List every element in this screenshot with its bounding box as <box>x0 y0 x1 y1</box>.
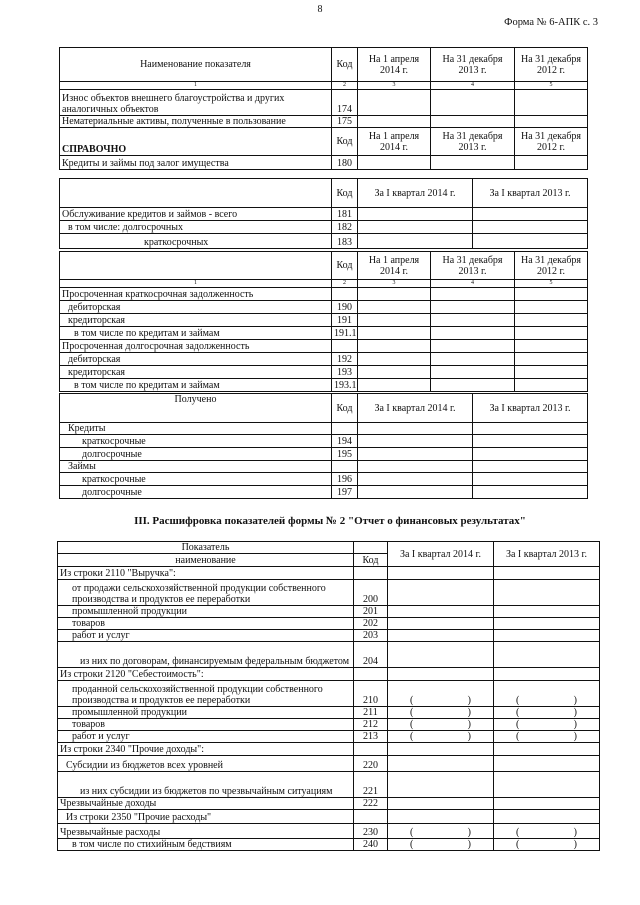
row-label: кредиторская <box>60 314 332 327</box>
value-cell[interactable] <box>494 567 600 580</box>
value-cell[interactable] <box>473 473 588 486</box>
row-label: Нематериальные активы, полученные в пользование <box>60 116 332 128</box>
value-cell[interactable] <box>431 314 515 327</box>
paren-open: ( <box>410 695 414 706</box>
colnum: 4 <box>431 82 515 90</box>
value-cell[interactable] <box>515 156 588 170</box>
value-cell[interactable] <box>515 90 588 116</box>
row-label: краткосрочные <box>60 435 332 448</box>
row-code: 230 <box>354 824 388 839</box>
header-code: Код <box>332 252 358 280</box>
paren-close: ) <box>467 827 471 838</box>
value-cell[interactable] <box>494 606 600 618</box>
value-cell[interactable] <box>515 379 588 392</box>
value-cell[interactable] <box>388 707 494 719</box>
value-cell[interactable] <box>431 353 515 366</box>
blank-header <box>60 252 332 280</box>
row-code: 222 <box>354 798 388 810</box>
value-cell[interactable] <box>494 731 600 743</box>
value-cell[interactable] <box>431 90 515 116</box>
header-apr-2014: На 1 апреля 2014 г. <box>358 48 431 82</box>
value-cell[interactable] <box>358 461 473 473</box>
value-cell[interactable] <box>388 810 494 824</box>
colnum: 1 <box>60 82 332 90</box>
value-cell[interactable] <box>494 824 600 839</box>
paren-close: ) <box>573 827 577 838</box>
value-cell[interactable] <box>494 681 600 707</box>
value-cell[interactable] <box>494 630 600 642</box>
row-code <box>354 567 388 580</box>
value-cell[interactable] <box>388 580 494 606</box>
header-dec-2013: На 31 декабря 2013 г. <box>431 128 515 156</box>
row-code <box>332 340 358 353</box>
header-apr-2014: На 1 апреля 2014 г. <box>358 128 431 156</box>
row-label: в том числе по кредитам и займам <box>60 327 332 340</box>
value-cell[interactable] <box>358 327 431 340</box>
row-code: 196 <box>332 473 358 486</box>
group-label: Из строки 2110 "Выручка": <box>58 567 354 580</box>
row-code: 220 <box>354 756 388 772</box>
row-code <box>332 288 358 301</box>
value-cell[interactable] <box>388 642 494 668</box>
value-cell[interactable] <box>388 731 494 743</box>
value-cell[interactable] <box>388 824 494 839</box>
header-dec-2013: На 31 декабря 2013 г. <box>431 48 515 82</box>
value-cell[interactable] <box>358 473 473 486</box>
header-name: Наименование показателя <box>60 48 332 82</box>
row-label: в том числе: долгосрочных <box>60 221 332 234</box>
value-cell[interactable] <box>388 743 494 756</box>
row-code: 212 <box>354 719 388 731</box>
row-label: краткосрочные <box>60 473 332 486</box>
header-dec-2012: На 31 декабря 2012 г. <box>515 128 588 156</box>
colnum: 2 <box>332 280 358 288</box>
loan-service-table <box>59 178 588 249</box>
row-code: 213 <box>354 731 388 743</box>
value-cell[interactable] <box>358 90 431 116</box>
paren-close: ) <box>467 839 471 850</box>
value-cell[interactable] <box>473 461 588 473</box>
header-q1-2013: За I квартал 2013 г. <box>473 179 588 208</box>
value-cell[interactable] <box>358 448 473 461</box>
value-cell[interactable] <box>494 756 600 772</box>
row-label: от продажи сельскохозяйственной продукции собственного производства и продуктов ее переработки <box>58 580 354 606</box>
value-cell[interactable] <box>515 366 588 379</box>
colnum: 5 <box>515 280 588 288</box>
row-code: 175 <box>332 116 358 128</box>
group-label: Кредиты <box>60 423 332 435</box>
row-label: Износ объектов внешнего благоустройства и других аналогичных объектов <box>60 90 332 116</box>
header-code: Код <box>332 128 358 156</box>
group-label: Просроченная долгосрочная задолженность <box>60 340 332 353</box>
value-cell[interactable] <box>358 366 431 379</box>
value-cell[interactable] <box>473 486 588 499</box>
value-cell[interactable] <box>388 606 494 618</box>
row-label: промышленной продукции <box>58 606 354 618</box>
value-cell[interactable] <box>431 327 515 340</box>
row-label: из них по договорам, финансируемым федеральным бюджетом <box>58 642 354 668</box>
colnum: 3 <box>358 280 431 288</box>
value-cell[interactable] <box>515 116 588 128</box>
header-apr-2014: На 1 апреля 2014 г. <box>358 252 431 280</box>
value-cell[interactable] <box>358 486 473 499</box>
row-label: Субсидии из бюджетов всех уровней <box>58 756 354 772</box>
value-cell[interactable] <box>388 756 494 772</box>
paren-open: ( <box>410 827 414 838</box>
value-cell[interactable] <box>388 772 494 798</box>
value-cell[interactable] <box>473 234 588 249</box>
colnum: 4 <box>431 280 515 288</box>
value-cell[interactable] <box>494 618 600 630</box>
row-label: кредиторская <box>60 366 332 379</box>
row-code: 193 <box>332 366 358 379</box>
row-label: в том числе по стихийным бедствиям <box>58 839 354 851</box>
row-label: промышленной продукции <box>58 707 354 719</box>
header-code: Код <box>332 179 358 208</box>
row-code <box>354 810 388 824</box>
group-label: Займы <box>60 461 332 473</box>
row-code: 182 <box>332 221 358 234</box>
row-label: дебиторская <box>60 301 332 314</box>
overdue-table <box>59 251 588 392</box>
value-cell[interactable] <box>358 234 473 249</box>
header-name: наименование <box>58 554 354 567</box>
paren-open: ( <box>410 719 414 730</box>
value-cell[interactable] <box>358 353 431 366</box>
row-label: проданной сельскохозяйственной продукции собственного производства и продуктов ее переработки <box>58 681 354 707</box>
value-cell[interactable] <box>431 340 515 353</box>
value-cell[interactable] <box>473 221 588 234</box>
paren-open: ( <box>410 731 414 742</box>
value-cell[interactable] <box>358 221 473 234</box>
row-label: дебиторская <box>60 353 332 366</box>
header-q1-2013: За I квартал 2013 г. <box>494 542 600 567</box>
group-label: Просроченная краткосрочная задолженность <box>60 288 332 301</box>
paren-close: ) <box>573 707 577 718</box>
row-code: 202 <box>354 618 388 630</box>
value-cell[interactable] <box>358 314 431 327</box>
header-code: Код <box>332 48 358 82</box>
header-q1-2014: За I квартал 2014 г. <box>358 394 473 423</box>
form-reference: Форма № 6-АПК с. 3 <box>504 17 598 28</box>
row-code: 181 <box>332 208 358 221</box>
row-code: 221 <box>354 772 388 798</box>
row-label: Кредиты и займы под залог имущества <box>60 156 332 170</box>
paren-open: ( <box>410 839 414 850</box>
value-cell[interactable] <box>515 327 588 340</box>
row-label: долгосрочные <box>60 486 332 499</box>
paren-open: ( <box>410 707 414 718</box>
header-q1-2013: За I квартал 2013 г. <box>473 394 588 423</box>
value-cell[interactable] <box>358 340 431 353</box>
paren-close: ) <box>573 719 577 730</box>
row-code <box>332 423 358 435</box>
value-cell[interactable] <box>358 301 431 314</box>
blank-header <box>60 179 332 208</box>
group-label: Из строки 2120 "Себестоимость": <box>58 668 354 681</box>
value-cell[interactable] <box>388 798 494 810</box>
row-label: краткосрочных <box>60 234 332 249</box>
paren-close: ) <box>467 707 471 718</box>
header-q1-2014: За I квартал 2014 г. <box>358 179 473 208</box>
row-code: 211 <box>354 707 388 719</box>
value-cell[interactable] <box>388 668 494 681</box>
value-cell[interactable] <box>388 618 494 630</box>
indicators-table <box>59 47 588 170</box>
value-cell[interactable] <box>494 798 600 810</box>
value-cell[interactable] <box>494 810 600 824</box>
row-code: 197 <box>332 486 358 499</box>
value-cell[interactable] <box>431 288 515 301</box>
row-label: в том числе по кредитам и займам <box>60 379 332 392</box>
spravochno-heading: СПРАВОЧНО <box>60 128 332 156</box>
row-label: товаров <box>58 719 354 731</box>
paren-close: ) <box>573 695 577 706</box>
value-cell[interactable] <box>431 366 515 379</box>
paren-open: ( <box>516 707 520 718</box>
row-label: товаров <box>58 618 354 630</box>
colnum: 1 <box>60 280 332 288</box>
row-code <box>354 668 388 681</box>
page-number: 8 <box>317 4 323 15</box>
value-cell[interactable] <box>431 301 515 314</box>
colnum: 5 <box>515 82 588 90</box>
value-cell[interactable] <box>494 642 600 668</box>
colnum: 3 <box>358 82 431 90</box>
value-cell[interactable] <box>515 353 588 366</box>
paren-open: ( <box>516 695 520 706</box>
value-cell[interactable] <box>494 719 600 731</box>
value-cell[interactable] <box>515 301 588 314</box>
value-cell[interactable] <box>431 116 515 128</box>
financial-results-table <box>57 541 600 851</box>
value-cell[interactable] <box>431 379 515 392</box>
row-label: работ и услуг <box>58 630 354 642</box>
value-cell[interactable] <box>494 772 600 798</box>
value-cell[interactable] <box>388 719 494 731</box>
group-label: Из строки 2340 "Прочие доходы": <box>58 743 354 756</box>
row-code: 210 <box>354 681 388 707</box>
row-code <box>354 743 388 756</box>
row-code: 183 <box>332 234 358 249</box>
header-dec-2013: На 31 декабря 2013 г. <box>431 252 515 280</box>
group-label: Из строки 2350 "Прочие расходы" <box>58 810 354 824</box>
header-q1-2014: За I квартал 2014 г. <box>388 542 494 567</box>
paren-open: ( <box>516 731 520 742</box>
received-heading: Получено <box>60 394 332 423</box>
paren-open: ( <box>516 839 520 850</box>
header-indicator: Показатель <box>58 542 354 554</box>
row-code: 200 <box>354 580 388 606</box>
row-code: 191.1 <box>332 327 358 340</box>
value-cell[interactable] <box>358 379 431 392</box>
row-label: Чрезвычайные расходы <box>58 824 354 839</box>
value-cell[interactable] <box>358 116 431 128</box>
received-table <box>59 393 588 499</box>
row-label: работ и услуг <box>58 731 354 743</box>
paren-close: ) <box>467 719 471 730</box>
header-code: Код <box>332 394 358 423</box>
value-cell[interactable] <box>515 288 588 301</box>
value-cell[interactable] <box>515 340 588 353</box>
value-cell[interactable] <box>515 314 588 327</box>
row-code <box>332 461 358 473</box>
value-cell[interactable] <box>358 208 473 221</box>
value-cell[interactable] <box>494 580 600 606</box>
row-code: 240 <box>354 839 388 851</box>
value-cell[interactable] <box>388 567 494 580</box>
value-cell[interactable] <box>358 156 431 170</box>
row-code: 203 <box>354 630 388 642</box>
value-cell[interactable] <box>494 839 600 851</box>
paren-close: ) <box>467 695 471 706</box>
row-code: 191 <box>332 314 358 327</box>
colnum: 2 <box>332 82 358 90</box>
paren-close: ) <box>467 731 471 742</box>
value-cell[interactable] <box>473 423 588 435</box>
paren-open: ( <box>516 719 520 730</box>
paren-open: ( <box>516 827 520 838</box>
row-code: 194 <box>332 435 358 448</box>
value-cell[interactable] <box>494 743 600 756</box>
value-cell[interactable] <box>494 668 600 681</box>
row-label: из них субсидии из бюджетов по чрезвычайным ситуациям <box>58 772 354 798</box>
row-code: 180 <box>332 156 358 170</box>
row-code: 195 <box>332 448 358 461</box>
row-code: 190 <box>332 301 358 314</box>
value-cell[interactable] <box>431 156 515 170</box>
value-cell[interactable] <box>388 839 494 851</box>
row-code: 201 <box>354 606 388 618</box>
row-code: 174 <box>332 90 358 116</box>
section-title: III. Расшифровка показателей формы № 2 "Отчет о финансовых результатах" <box>134 515 526 527</box>
blank-header <box>354 542 388 554</box>
value-cell[interactable] <box>388 630 494 642</box>
value-cell[interactable] <box>358 288 431 301</box>
row-label: долгосрочные <box>60 448 332 461</box>
value-cell[interactable] <box>473 208 588 221</box>
header-dec-2012: На 31 декабря 2012 г. <box>515 252 588 280</box>
row-code: 204 <box>354 642 388 668</box>
row-code: 192 <box>332 353 358 366</box>
paren-close: ) <box>573 731 577 742</box>
value-cell[interactable] <box>473 448 588 461</box>
value-cell[interactable] <box>358 435 473 448</box>
value-cell[interactable] <box>388 681 494 707</box>
row-label: Чрезвычайные доходы <box>58 798 354 810</box>
value-cell[interactable] <box>494 707 600 719</box>
value-cell[interactable] <box>358 423 473 435</box>
paren-close: ) <box>573 839 577 850</box>
header-code: Код <box>354 554 388 567</box>
value-cell[interactable] <box>473 435 588 448</box>
row-code: 193.1 <box>332 379 358 392</box>
row-label: Обслуживание кредитов и займов - всего <box>60 208 332 221</box>
header-dec-2012: На 31 декабря 2012 г. <box>515 48 588 82</box>
